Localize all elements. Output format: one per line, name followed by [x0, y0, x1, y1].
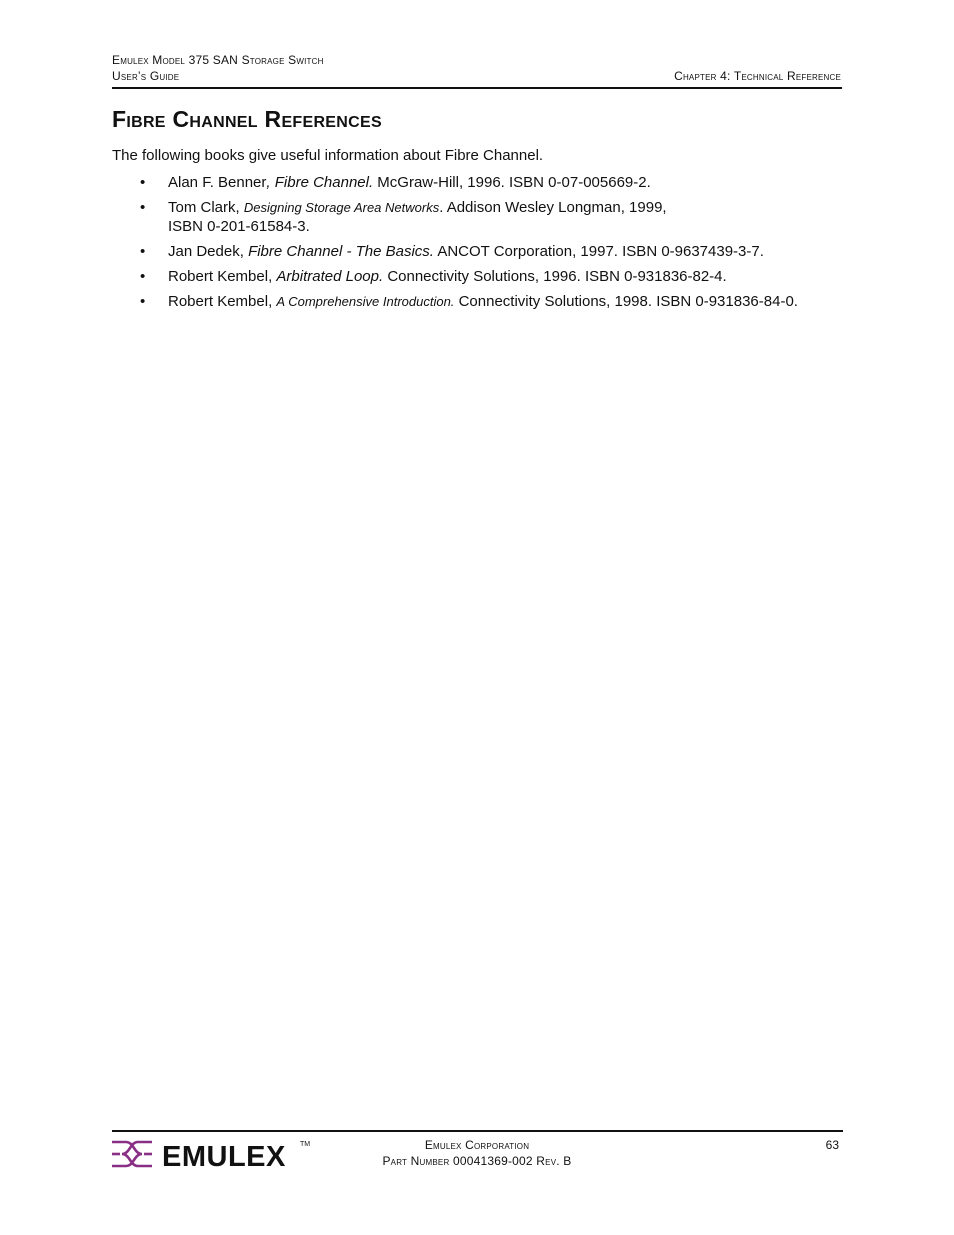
reference-title: Arbitrated Loop.: [276, 268, 384, 285]
reference-item: • Jan Dedek, Fibre Channel - The Basics. ANCOT Corporation, 1997. ISBN 0-9637439-3-7.: [140, 243, 764, 260]
reference-item: • Robert Kembel, A Comprehensive Introduction. Connectivity Solutions, 1998. ISBN 0-931836-84-0.: [140, 293, 798, 310]
header-product-name: Emulex Model 375 SAN Storage Switch: [112, 53, 324, 67]
bullet-icon: •: [140, 199, 146, 216]
reference-publisher: McGraw-Hill, 1996. ISBN 0-07-005669-2.: [373, 174, 651, 191]
running-header-chapter: Chapter 4: Technical Reference: [674, 69, 841, 83]
reference-isbn: ISBN 0-201-61584-3.: [168, 218, 310, 235]
reference-title: Designing Storage Area Networks: [243, 200, 440, 215]
section-intro: The following books give useful information about Fibre Channel.: [112, 147, 544, 164]
reference-author: Tom Clark: [168, 199, 236, 216]
footer-rule: [112, 1130, 843, 1132]
reference-publisher: Connectivity Solutions, 1998. ISBN 0-931836-84-0.: [454, 293, 798, 310]
reference-publisher: ANCOT Corporation, 1997. ISBN 0-9637439-3-7.: [433, 243, 764, 260]
reference-author: Robert Kembel: [168, 293, 269, 310]
running-header-left: [112, 52, 324, 84]
reference-title: Fibre Channel.: [274, 174, 374, 191]
bullet-icon: •: [140, 268, 146, 285]
reference-title: Fibre Channel - The Basics.: [248, 243, 434, 260]
header-guide-name: User’s Guide: [112, 69, 180, 83]
reference-list: [112, 173, 847, 317]
emulex-mark-icon: [112, 1142, 152, 1166]
section-title: Fibre Channel References: [112, 106, 382, 132]
logo-trademark: TM: [300, 1141, 311, 1148]
reference-author: Jan Dedek: [168, 243, 240, 260]
reference-author: Alan F. Benner: [168, 174, 267, 191]
logo-wordmark: EMULEX: [162, 1141, 286, 1170]
bullet-icon: •: [140, 174, 146, 191]
reference-item: • Alan F. Benner, Fibre Channel. McGraw-Hill, 1996. ISBN 0-07-005669-2.: [140, 174, 651, 191]
bullet-icon: •: [140, 243, 146, 260]
footer-part-number: Part Number 00041369-002 Rev. B: [382, 1154, 572, 1168]
footer-center: [300, 1137, 654, 1169]
reference-publisher: . Addison Wesley Longman, 1999,: [439, 199, 667, 216]
reference-publisher: Connectivity Solutions, 1996. ISBN 0-931836-82-4.: [383, 268, 727, 285]
footer-company: Emulex Corporation: [424, 1138, 530, 1152]
page-number: 63: [825, 1138, 839, 1152]
reference-item: • Tom Clark, Designing Storage Area Networks. Addison Wesley Longman, 1999, ISBN 0-201-61584-3.: [140, 199, 667, 235]
bullet-icon: •: [140, 293, 146, 310]
reference-title: A Comprehensive Introduction.: [276, 294, 455, 309]
reference-item: • Robert Kembel, Arbitrated Loop. Connectivity Solutions, 1996. ISBN 0-931836-82-4.: [140, 268, 727, 285]
emulex-logo: [112, 1138, 312, 1170]
reference-author: Robert Kembel: [168, 268, 269, 285]
header-rule: [112, 87, 842, 89]
